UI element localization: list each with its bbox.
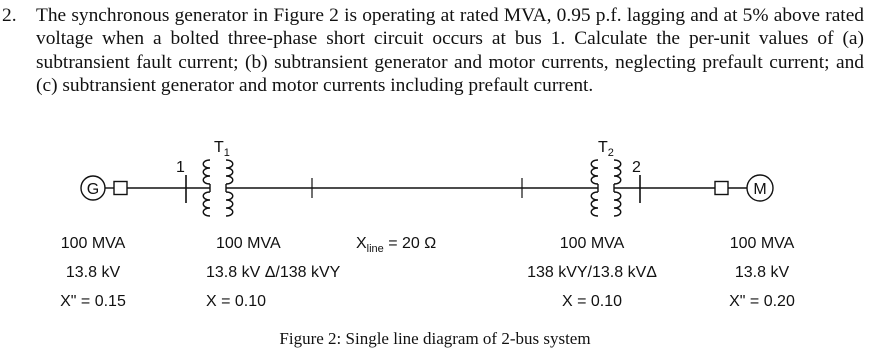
t1-mva: 100 MVA: [216, 235, 281, 252]
generator-reactance: X" = 0.15: [60, 293, 126, 310]
motor-reactance: X" = 0.20: [729, 293, 795, 310]
t2-reactance: X = 0.10: [561, 293, 623, 310]
t2-kv: 138 kVY/13.8 kVΔ: [527, 264, 657, 281]
t2-label: $T_2$: [598, 139, 614, 159]
t2-mva: 100 MVA: [559, 235, 625, 252]
motor-mva: 100 MVA: [729, 235, 795, 252]
t1-primary-coil: [203, 160, 210, 184]
generator-mva: 100 MVA: [60, 235, 126, 252]
motor-kv: 13.8 kV: [734, 264, 790, 281]
generator-symbol: G: [86, 181, 100, 198]
motor-breaker: [715, 182, 728, 195]
t1-reactance: X = 0.10: [206, 293, 267, 310]
t1-label: $T_1$: [214, 139, 230, 159]
bus-1-label: 1: [176, 159, 185, 176]
t2-secondary-coil: [614, 160, 621, 184]
t1-secondary-coil: [226, 160, 233, 184]
problem-text: The synchronous generator in Figure 2 is operating at rated MVA, 0.95 p.f. lagging and at 5% above rated voltage when a bolted three-phase short circuit occurs at bus 1. Calculate the per-unit values of (a) subtransient fault current; (b) subtransient generator and motor currents, neglecting prefault current; and (c) subtransient generator and motor currents including prefault current.: [36, 5, 864, 97]
t1-kv: 13.8 kV Δ/138 kVY: [206, 264, 341, 281]
motor-symbol: M: [753, 181, 767, 198]
t2-primary-coil: [591, 160, 598, 184]
figure-caption: Figure 2: Single line diagram of 2-bus system: [279, 329, 591, 348]
generator-kv: 13.8 kV: [65, 264, 121, 281]
problem-number: 2.: [2, 5, 17, 26]
generator-breaker: [114, 182, 127, 195]
line-reactance: $X_{line} = 20$ Ω: [356, 235, 437, 255]
bus-2-label: 2: [632, 159, 641, 176]
